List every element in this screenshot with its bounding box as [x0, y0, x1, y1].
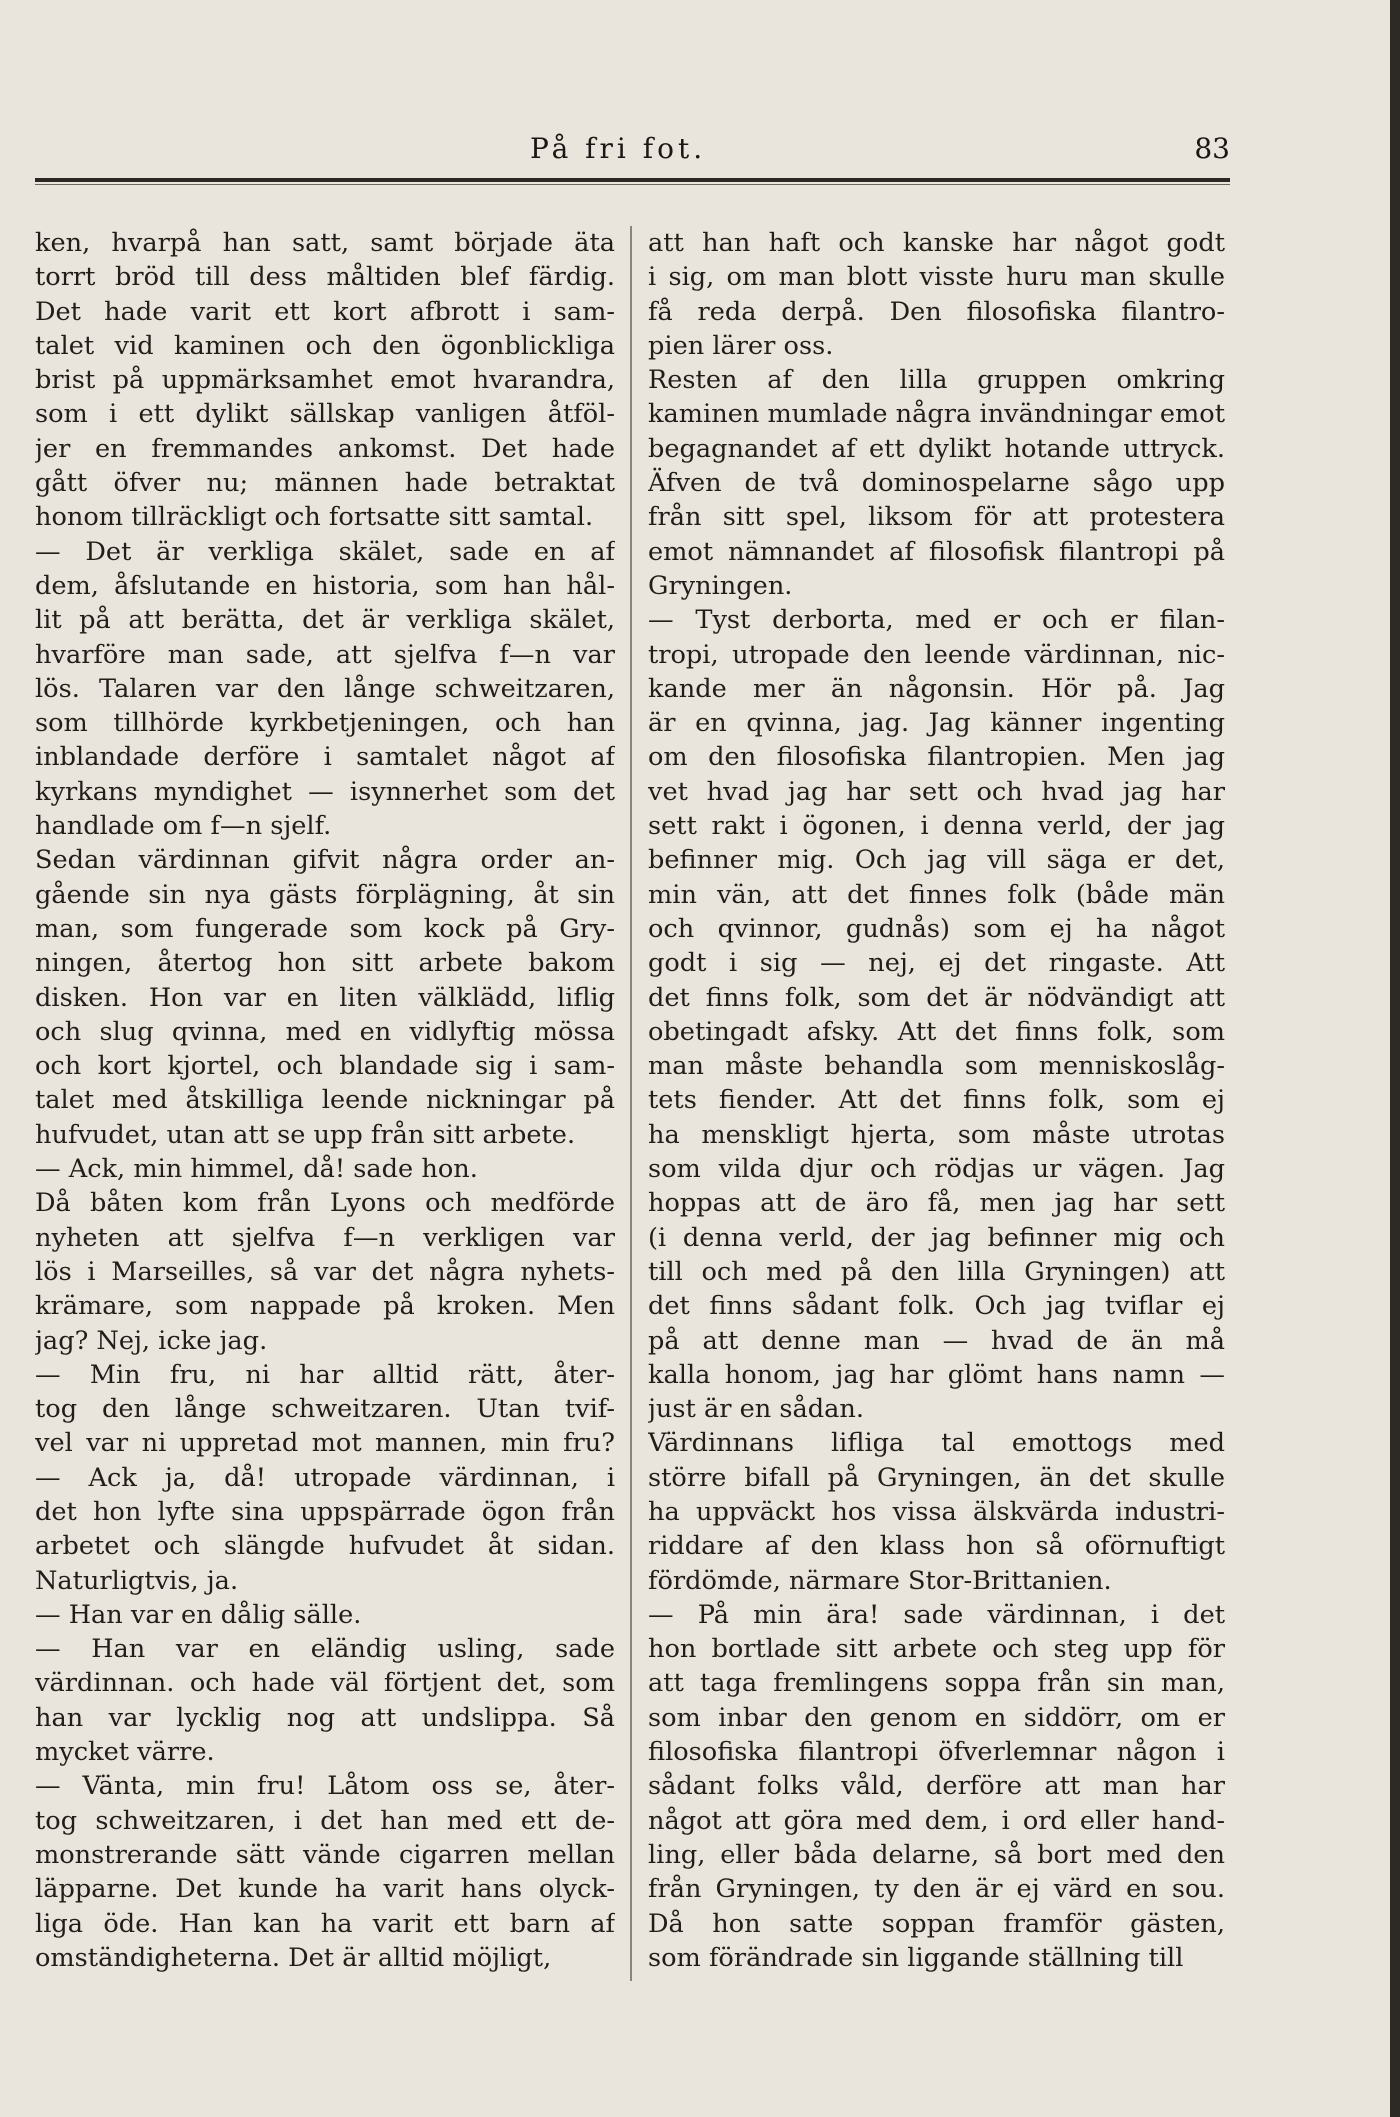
text-line: ningen, återtog hon sitt arbete bakom: [35, 948, 615, 979]
text-line: tog den långe schweitzaren. Utan tvif-: [35, 1394, 615, 1425]
text-line: det finns folk, som det är nödvändigt att: [648, 982, 1225, 1013]
text-line: — På min ära! sade värdinnan, i det: [648, 1599, 1225, 1630]
text-line: något att göra med dem, i ord eller hand-: [648, 1805, 1225, 1836]
text-line: det finns sådant folk. Och jag tviflar ej: [648, 1291, 1225, 1322]
text-line: — Vänta, min fru! Låtom oss se, åter-: [35, 1771, 615, 1802]
text-line: större bifall på Gryningen, än det skulle: [648, 1462, 1225, 1493]
text-line: vet hvad jag har sett och hvad jag har: [648, 776, 1225, 807]
text-line: dem, åfslutande en historia, som han hål-: [35, 570, 615, 601]
text-line: — Ack, min himmel, då! sade hon.: [35, 1154, 478, 1185]
text-line: från sitt spel, liksom för att protestera: [648, 502, 1225, 533]
text-line: hvarföre man sade, att sjelfva f—n var: [35, 639, 615, 670]
text-line: Gryningen.: [648, 570, 793, 601]
text-line: befinner mig. Och jag vill säga er det,: [648, 845, 1225, 876]
text-line: — Tyst derborta, med er och er filan-: [648, 605, 1225, 636]
text-line: på att denne man — hvad de än må: [648, 1325, 1225, 1356]
text-line: just är en sådan.: [648, 1394, 865, 1425]
text-line: — Det är verkliga skälet, sade en af: [35, 536, 615, 567]
text-line: lös. Talaren var den långe schweitzaren,: [35, 673, 615, 704]
text-line: riddare af den klass hon så oförnuftigt: [648, 1531, 1225, 1562]
text-line: torrt bröd till dess måltiden blef färdig.: [35, 262, 615, 293]
text-line: och qvinnor, gudnås) som ej ha något: [648, 913, 1225, 944]
text-line: (i denna verld, der jag befinner mig och: [648, 1222, 1225, 1253]
text-line: kalla honom, jag har glömt hans namn —: [648, 1359, 1225, 1390]
column-divider: [630, 226, 632, 1981]
text-line: som vilda djur och rödjas ur vägen. Jag: [648, 1154, 1225, 1185]
text-line: hoppas att de äro få, men jag har sett: [648, 1188, 1225, 1219]
text-line: min vän, att det finnes folk (både män: [648, 879, 1225, 910]
text-line: sett rakt i ögonen, i denna verld, der jag: [648, 811, 1225, 842]
text-line: Sedan värdinnan gifvit några order an-: [35, 845, 615, 876]
page-edge: [1390, 0, 1400, 2117]
text-line: är en qvinna, jag. Jag känner ingenting: [648, 708, 1225, 739]
text-line: hon bortlade sitt arbete och steg upp för: [648, 1634, 1225, 1665]
text-line: att taga fremlingens soppa från sin man,: [648, 1668, 1225, 1699]
text-line: han var lycklig nog att undslippa. Så: [35, 1702, 615, 1733]
text-line: till och med på den lilla Gryningen) att: [648, 1256, 1225, 1287]
text-line: krämare, som nappade på kroken. Men: [35, 1291, 615, 1322]
text-line: Äfven de två dominospelarne sågo upp: [648, 468, 1225, 499]
right-column: [648, 226, 1225, 1975]
page-header: [35, 132, 1230, 172]
text-line: gått öfver nu; männen hade betraktat: [35, 468, 615, 499]
text-line: jag? Nej, icke jag.: [35, 1325, 268, 1356]
text-line: att han haft och kanske har något godt: [648, 228, 1225, 258]
text-line: Då hon satte soppan framför gästen,: [648, 1908, 1225, 1939]
text-line: sådant folks våld, derföre att man har: [648, 1771, 1225, 1802]
text-line: obetingadt afsky. Att det finns folk, som: [648, 1016, 1225, 1047]
text-line: jer en fremmandes ankomst. Det hade: [35, 433, 615, 464]
text-line: tets fiender. Att det finns folk, som ej: [648, 1085, 1225, 1116]
text-line: tog schweitzaren, i det han med ett de-: [35, 1805, 615, 1836]
text-line: som inbar den genom en siddörr, om er: [648, 1702, 1225, 1733]
text-line: och kort kjortel, och blandade sig i sam-: [35, 1051, 615, 1082]
text-line: Naturligtvis, ja.: [35, 1565, 239, 1596]
text-line: Det hade varit ett kort afbrott i sam-: [35, 296, 615, 327]
text-line: som tillhörde kyrkbetjeningen, och han: [35, 708, 615, 739]
text-line: monstrerande sätt vände cigarren mellan: [35, 1839, 615, 1870]
text-line: i sig, om man blott visste huru man skulle: [648, 262, 1225, 293]
text-line: filosofiska filantropi öfverlemnar någon i: [648, 1737, 1225, 1768]
text-line: om den filosofiska filantropien. Men jag: [648, 742, 1225, 773]
text-line: honom tillräckligt och fortsatte sitt samtal.: [35, 502, 594, 533]
text-line: begagnandet af ett dylikt hotande uttryck.: [648, 433, 1225, 464]
text-line: liga öde. Han kan ha varit ett barn af: [35, 1908, 615, 1939]
page-number: 83: [1194, 132, 1230, 165]
text-line: läpparne. Det kunde ha varit hans olyck-: [35, 1874, 615, 1905]
text-line: talet med åtskilliga leende nickningar på: [35, 1085, 615, 1116]
text-line: emot nämnandet af filosofisk filantropi på: [648, 536, 1225, 567]
text-line: man måste behandla som menniskoslåg-: [648, 1051, 1225, 1082]
text-line: arbetet och slängde hufvudet åt sidan.: [35, 1531, 615, 1562]
text-line: godt i sig — nej, ej det ringaste. Att: [648, 948, 1225, 979]
text-line: lös i Marseilles, så var det några nyhets-: [35, 1256, 615, 1287]
text-line: mycket värre.: [35, 1737, 215, 1768]
text-line: — Han var en dålig sälle.: [35, 1599, 362, 1630]
header-rule-thin: [35, 184, 1230, 185]
text-line: Då båten kom från Lyons och medförde: [35, 1188, 615, 1219]
text-line: pien lärer oss.: [648, 330, 834, 361]
text-line: ling, eller båda delarne, så bort med den: [648, 1839, 1225, 1870]
text-line: — Han var en eländig usling, sade: [35, 1634, 615, 1665]
text-line: ken, hvarpå han satt, samt började äta: [35, 228, 615, 258]
text-line: omständigheterna. Det är alltid möjligt,: [35, 1942, 552, 1973]
text-line: ha menskligt hjerta, som måste utrotas: [648, 1119, 1225, 1150]
text-line: som i ett dylikt sällskap vanligen åtföl-: [35, 399, 615, 430]
text-line: vel var ni uppretad mot mannen, min fru?: [35, 1428, 615, 1459]
text-line: brist på uppmärksamhet emot hvarandra,: [35, 365, 615, 396]
text-line: lit på att berätta, det är verkliga skälet,: [35, 605, 615, 636]
text-line: det hon lyfte sina uppspärrade ögon från: [35, 1496, 615, 1527]
text-line: tropi, utropade den leende värdinnan, nic-: [648, 639, 1225, 670]
text-line: kande mer än någonsin. Hör på. Jag: [648, 673, 1225, 704]
text-line: från Gryningen, ty den är ej värd en sou.: [648, 1874, 1225, 1905]
text-line: gående sin nya gästs förplägning, åt sin: [35, 879, 615, 910]
text-line: disken. Hon var en liten välklädd, liflig: [35, 982, 615, 1013]
text-line: värdinnan. och hade väl förtjent det, som: [35, 1668, 615, 1699]
left-column: [35, 226, 615, 1975]
text-line: och slug qvinna, med en vidlyftig mössa: [35, 1016, 615, 1047]
header-rule: [35, 178, 1230, 182]
text-line: hufvudet, utan att se upp från sitt arbete.: [35, 1119, 576, 1150]
text-line: — Min fru, ni har alltid rätt, åter-: [35, 1359, 615, 1390]
text-line: Resten af den lilla gruppen omkring: [648, 365, 1225, 396]
running-title: På fri fot.: [530, 132, 707, 165]
text-line: få reda derpå. Den filosofiska filantro-: [648, 296, 1225, 327]
text-line: man, som fungerade som kock på Gry-: [35, 913, 615, 944]
text-line: ha uppväckt hos vissa älskvärda industri-: [648, 1496, 1225, 1527]
text-line: nyheten att sjelfva f—n verkligen var: [35, 1222, 615, 1253]
text-line: — Ack ja, då! utropade värdinnan, i: [35, 1462, 615, 1493]
text-line: kyrkans myndighet — isynnerhet som det: [35, 776, 615, 807]
text-line: Värdinnans lifliga tal emottogs med: [648, 1428, 1225, 1459]
text-line: handlade om f—n sjelf.: [35, 811, 332, 842]
text-line: fördömde, närmare Stor-Brittanien.: [648, 1565, 1112, 1596]
text-line: som förändrade sin liggande ställning till: [648, 1942, 1184, 1973]
text-line: kaminen mumlade några invändningar emot: [648, 399, 1225, 430]
text-line: inblandade derföre i samtalet något af: [35, 742, 615, 773]
text-line: talet vid kaminen och den ögonblickliga: [35, 330, 615, 361]
